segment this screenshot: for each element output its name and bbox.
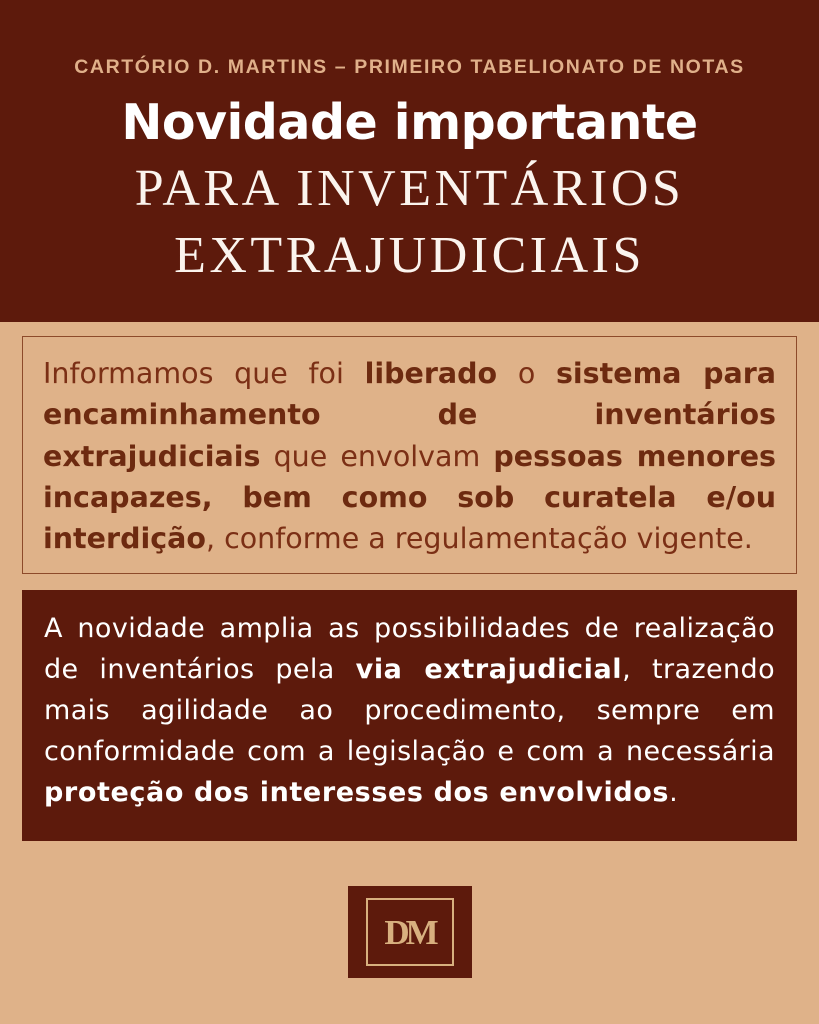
footer-strip: [0, 978, 819, 1024]
logo-frame: [366, 898, 454, 966]
text-segment: o: [497, 357, 556, 391]
info-box-primary: [22, 336, 797, 573]
monogram-icon: DM: [384, 912, 435, 952]
kicker-text: CARTÓRIO D. MARTINS – PRIMEIRO TABELIONATO DE NOTAS: [74, 56, 745, 78]
text-segment: que envolvam: [260, 439, 494, 473]
info-paragraph-secondary: [44, 608, 775, 813]
text-segment: Informamos que foi: [43, 357, 365, 391]
brand-logo: [348, 886, 472, 978]
subtitle-line-2: EXTRAJUDICIAIS: [174, 227, 645, 285]
text-emphasis: liberado: [364, 357, 498, 391]
text-segment: .: [669, 776, 679, 808]
content-area: [0, 322, 819, 978]
info-box-secondary: [22, 590, 797, 841]
text-segment: A novidade amplia as possibilidades de realização de inventários pela: [44, 612, 775, 685]
page-title: Novidade importante: [121, 94, 698, 152]
text-segment: , conforme a regulamentação vigente.: [205, 521, 753, 555]
text-emphasis: via extrajudicial: [355, 653, 623, 685]
text-emphasis: sistema para encaminhamento de inventários extrajudiciais: [43, 357, 777, 473]
subtitle-line-1: PARA INVENTÁRIOS: [134, 159, 685, 217]
info-paragraph-primary: [43, 353, 776, 558]
header-block: [0, 0, 819, 322]
text-emphasis: proteção dos interesses dos envolvidos: [44, 776, 670, 808]
text-segment: , trazendo mais agilidade ao procedimento, sempre em conformidade com a legislação e com a necessária: [44, 653, 776, 767]
text-emphasis: pessoas menores incapazes, bem como sob curatela e/ou interdição: [43, 439, 776, 555]
